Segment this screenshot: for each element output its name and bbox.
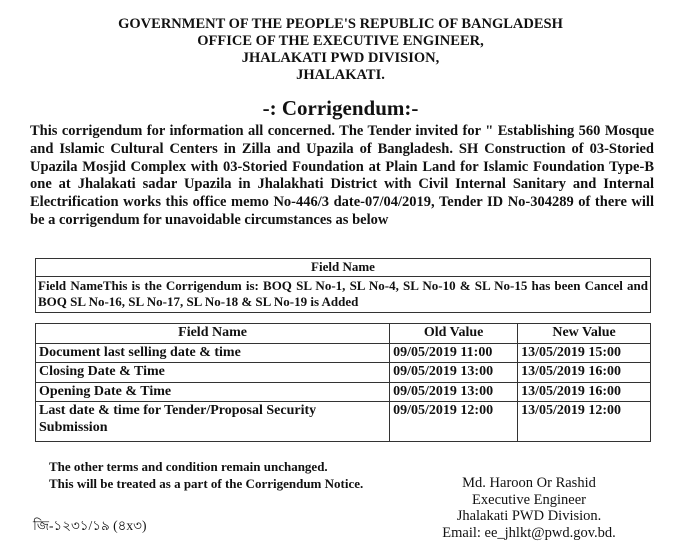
table-row: [36, 363, 651, 383]
header-line-division: JHALAKATI PWD DIVISION,: [241, 50, 440, 66]
new-value-cell: 13/05/2019 15:00: [518, 343, 651, 363]
signatory-office: Jhalakati PWD Division.: [456, 508, 602, 524]
field-box-heading: Field Name: [36, 259, 650, 277]
header-line-location: JHALAKATI.: [296, 67, 385, 83]
signatory-designation: Executive Engineer: [472, 491, 586, 508]
signature-block: [425, 475, 633, 541]
table-row: [36, 382, 651, 402]
new-value-cell: 13/05/2019 16:00: [518, 363, 651, 383]
column-header-old-value: Old Value: [390, 324, 518, 344]
note-terms-unchanged: The other terms and condition remain unchanged.: [49, 459, 328, 474]
field-name-box: [35, 258, 651, 313]
corrigendum-title: -: Corrigendum:-: [262, 96, 419, 120]
closing-notes: [49, 458, 363, 492]
memo-code: জি-১২৩১/১৯ (৪x৩): [33, 518, 147, 533]
old-value-cell: 09/05/2019 13:00: [390, 382, 518, 402]
field-name-cell: Opening Date & Time: [36, 382, 390, 402]
column-header-field-name: Field Name: [36, 324, 390, 344]
old-value-cell: 09/05/2019 13:00: [390, 363, 518, 383]
header-line-government: GOVERNMENT OF THE PEOPLE'S REPUBLIC OF BANGLADESH: [118, 16, 563, 32]
old-value-cell: 09/05/2019 12:00: [390, 402, 518, 442]
field-name-cell: Closing Date & Time: [36, 363, 390, 383]
table-header-row: [36, 324, 651, 344]
field-name-cell: Last date & time for Tender/Proposal Security Submission: [36, 402, 390, 442]
note-part-of-notice: This will be treated as a part of the Corrigendum Notice.: [49, 476, 364, 491]
field-name-cell: Document last selling date & time: [36, 343, 390, 363]
table-row: [36, 402, 651, 442]
header-line-office: OFFICE OF THE EXECUTIVE ENGINEER,: [197, 33, 484, 49]
old-value-cell: 09/05/2019 11:00: [390, 343, 518, 363]
signatory-name: Md. Haroon Or Rashid: [462, 475, 596, 491]
document-header: [0, 16, 681, 84]
new-value-cell: 13/05/2019 12:00: [518, 402, 651, 442]
signatory-email: Email: ee_jhlkt@pwd.gov.bd.: [442, 524, 616, 541]
new-value-cell: 13/05/2019 16:00: [518, 382, 651, 402]
column-header-new-value: New Value: [518, 324, 651, 344]
table-row: [36, 343, 651, 363]
intro-paragraph: This corrigendum for information all concerned. The Tender invited for " Establishing 560 Mosque and Islamic Cultural Centers in Zilla and Upazila of Bangladesh. SH Construction of 03-Storied Upazila Mosjid Complex with 03-Storied Foundation at Plain Land for Islamic Foundation Type-B one at Jhalakati sadar Upazila in Jhalakhati District with Civil Internal Sanitary and Internal Electrification works this office memo No-446/3 date-07/04/2019, Tender ID No-304289 of there will be a corrigendum for unavoidable circumstances as below: [30, 123, 654, 228]
changes-table: [35, 323, 651, 442]
field-box-body: Field NameThis is the Corrigendum is: BOQ SL No-1, SL No-4, SL No-10 & SL No-15 has been Cancel and BOQ SL No-16, SL No-17, SL No-18 & SL No-19 is Added: [38, 277, 648, 309]
